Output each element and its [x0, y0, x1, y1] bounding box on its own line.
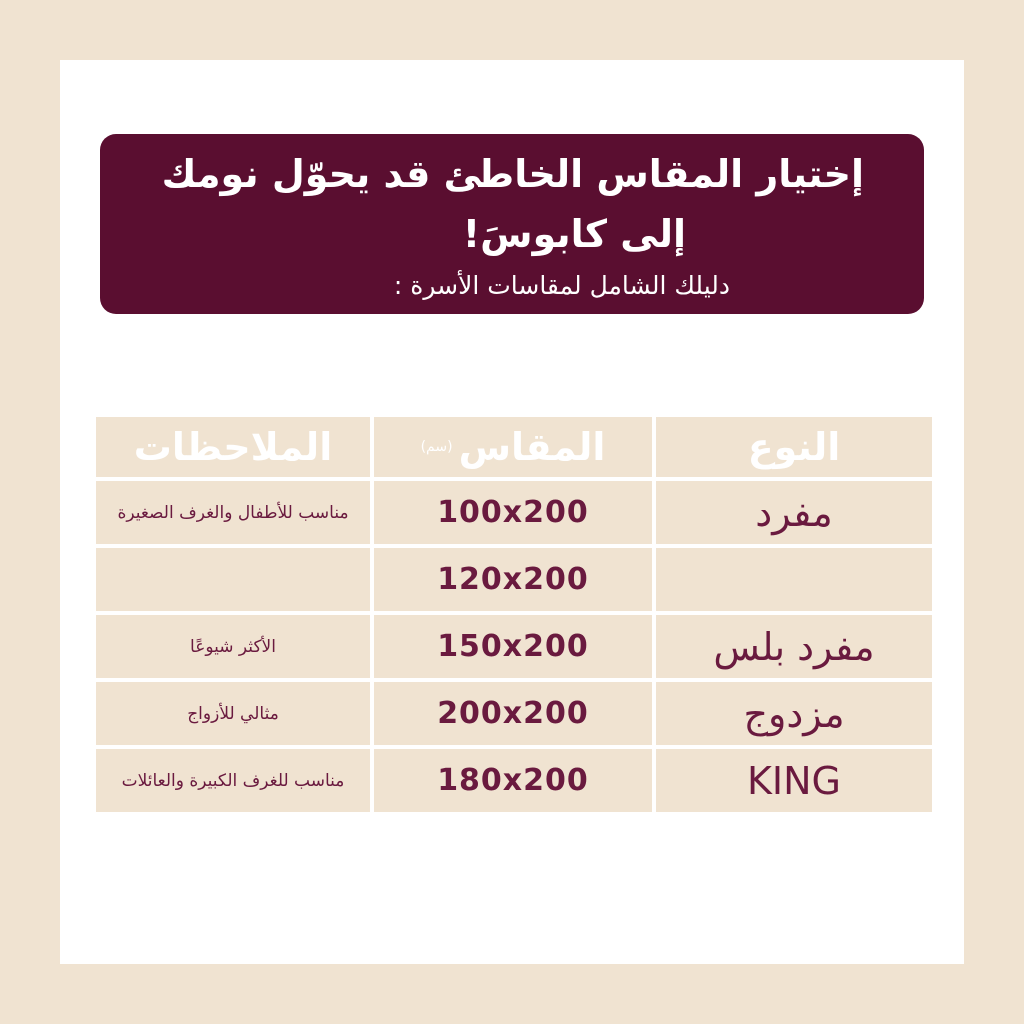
- row-2-notes: [96, 548, 370, 611]
- row-5-notes: مناسب للغرف الكبيرة والعائلات: [96, 749, 370, 812]
- header-size-label: المقاس: [458, 425, 606, 469]
- row-3-size: 150x200: [374, 615, 652, 678]
- header-type: النوع: [656, 417, 932, 477]
- row-5-type: KING: [656, 749, 932, 812]
- row-1-type: مفرد: [656, 481, 932, 544]
- header-size-unit: (سم): [420, 439, 453, 455]
- banner-title-line2: إلى كابوسَ!: [462, 212, 686, 256]
- row-1-notes: مناسب للأطفال والغرف الصغيرة: [96, 481, 370, 544]
- title-banner: [100, 134, 924, 314]
- header-size: [374, 417, 652, 477]
- row-4-notes: مثالي للأزواج: [96, 682, 370, 745]
- row-4-type: مزدوج: [656, 682, 932, 745]
- header-notes: الملاحظات: [96, 417, 370, 477]
- banner-title-line1: إختيار المقاس الخاطئ قد يحوّل نومك: [161, 152, 864, 196]
- content-card: [60, 60, 964, 964]
- row-5-size: 180x200: [374, 749, 652, 812]
- row-4-size: 200x200: [374, 682, 652, 745]
- bed-sizes-table: [96, 417, 930, 813]
- row-3-type: مفرد بلس: [656, 615, 932, 678]
- banner-subtitle: دليلك الشامل لمقاسات الأسرة :: [393, 271, 730, 300]
- row-1-size: 100x200: [374, 481, 652, 544]
- row-2-type: [656, 548, 932, 611]
- row-3-notes: الأكثر شيوعًا: [96, 615, 370, 678]
- row-2-size: 120x200: [374, 548, 652, 611]
